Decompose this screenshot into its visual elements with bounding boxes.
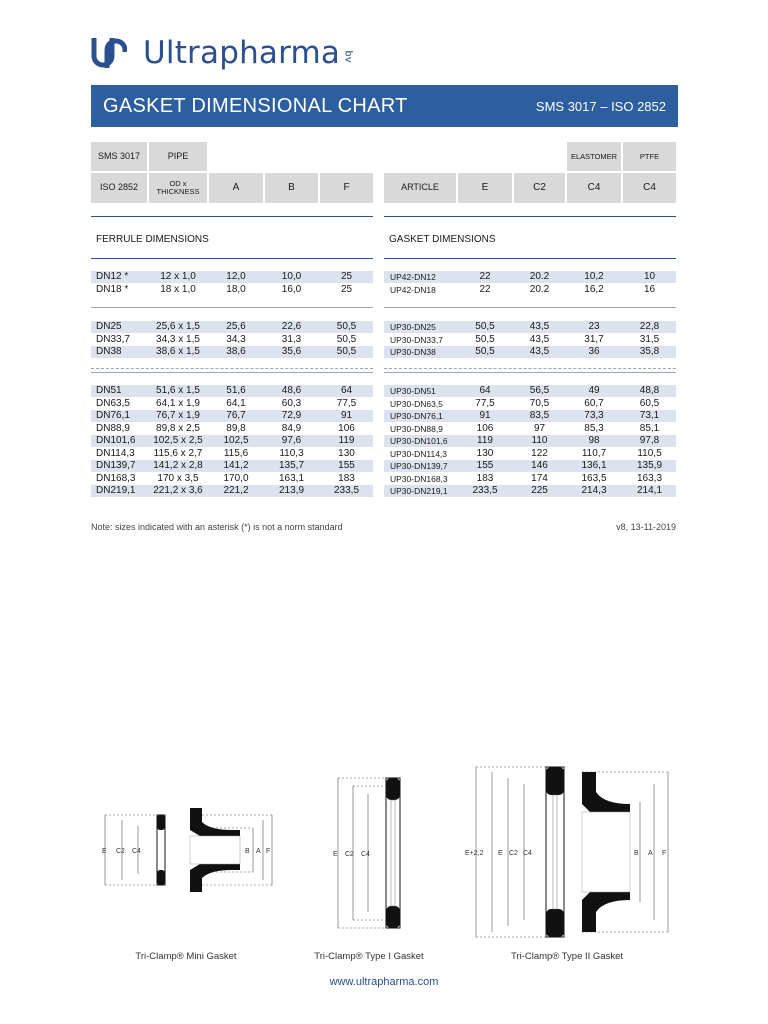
article-cell: UP30-DN76,1 xyxy=(390,411,443,421)
dn-cell: DN12 * xyxy=(96,271,129,282)
od-cell: 76,7 x 1,9 xyxy=(156,410,200,421)
article-cell: UP30-DN219,1 xyxy=(390,486,448,496)
b-cell: 213,9 xyxy=(278,485,305,496)
dn-cell: DN88,9 xyxy=(96,422,130,434)
a-cell: 141,2 xyxy=(223,460,249,471)
b-cell: 10,0 xyxy=(281,271,302,282)
c2-cell: 110 xyxy=(531,435,548,446)
article-cell: UP30-DN168,3 xyxy=(390,473,448,484)
a-cell: 38,6 xyxy=(226,346,246,357)
ferrule-row xyxy=(91,385,373,397)
a-cell: 34,3 xyxy=(226,333,246,345)
dim-label: C2 xyxy=(345,851,354,858)
gasket-row xyxy=(384,385,676,397)
c4-ptfe-cell: 163,3 xyxy=(636,472,663,484)
e-cell: 155 xyxy=(476,460,494,471)
header-pipe: PIPE xyxy=(149,142,207,171)
c4-ptfe-cell: 48,8 xyxy=(639,385,660,396)
brand-logo xyxy=(91,33,354,73)
f-cell: 155 xyxy=(338,460,355,471)
dn-cell: DN33,7 xyxy=(96,333,130,345)
c4-elastomer-cell: 214,3 xyxy=(581,485,607,496)
dn-cell: DN139,7 xyxy=(96,460,136,471)
a-cell: 12,0 xyxy=(226,271,246,282)
e-cell: 91 xyxy=(479,410,491,421)
od-cell: 115,6 x 2,7 xyxy=(153,447,203,459)
standards-label: SMS 3017 – ISO 2852 xyxy=(535,98,666,114)
f-cell: 106 xyxy=(338,422,355,434)
article-cell: UP30-DN88,9 xyxy=(390,423,443,434)
ferrule-row xyxy=(91,473,373,485)
c4-elastomer-cell: 136,1 xyxy=(581,460,607,471)
header-elastomer: ELASTOMER xyxy=(567,142,621,171)
dim-label: F xyxy=(266,848,271,855)
f-cell: 130 xyxy=(338,447,355,459)
c2-cell: 122 xyxy=(531,447,548,459)
dim-label: A xyxy=(256,848,261,855)
f-cell: 77,5 xyxy=(336,397,357,409)
dn-cell: DN18 * xyxy=(96,283,129,295)
article-cell: UP42-DN12 xyxy=(390,272,436,282)
dim-label: B xyxy=(634,850,639,857)
dim-label: B xyxy=(245,848,250,855)
gasket-row xyxy=(384,284,676,296)
dim-label: C4 xyxy=(132,848,141,855)
gasket-row xyxy=(384,321,676,333)
header-c4-ptfe: C4 xyxy=(623,173,676,203)
a-cell: 51,6 xyxy=(226,385,246,396)
header-c2: C2 xyxy=(514,173,565,203)
b-cell: 60,3 xyxy=(281,397,302,409)
b-cell: 16,0 xyxy=(281,283,302,295)
header-f: F xyxy=(320,173,373,203)
type2-gasket-drawing xyxy=(462,762,674,942)
gasket-row xyxy=(384,271,676,283)
gasket-row xyxy=(384,460,676,472)
c4-elastomer-cell: 31,7 xyxy=(584,333,604,345)
dim-label: E xyxy=(498,850,503,857)
e-cell: 130 xyxy=(476,447,494,459)
f-cell: 50,5 xyxy=(336,346,357,357)
f-cell: 183 xyxy=(338,472,355,484)
header-sms: SMS 3017 xyxy=(91,142,147,171)
od-cell: 170 x 3,5 xyxy=(157,472,199,484)
ferrule-row xyxy=(91,271,373,283)
b-cell: 35,6 xyxy=(281,346,302,357)
ferrule-row xyxy=(91,410,373,422)
c2-cell: 43,5 xyxy=(529,321,550,332)
article-cell: UP30-DN51 xyxy=(390,386,436,396)
c4-elastomer-cell: 36 xyxy=(588,346,600,357)
c4-elastomer-cell: 49 xyxy=(588,385,600,396)
a-cell: 102,5 xyxy=(223,435,249,446)
mini-gasket-caption: Tri-Clamp® Mini Gasket xyxy=(135,951,237,962)
od-cell: 64,1 x 1,9 xyxy=(156,397,200,409)
article-cell: UP30-DN139,7 xyxy=(390,461,448,471)
divider xyxy=(91,216,373,217)
b-cell: 48,6 xyxy=(281,385,302,396)
od-cell: 18 x 1,0 xyxy=(160,283,196,295)
b-cell: 22,6 xyxy=(281,321,302,332)
f-cell: 25 xyxy=(340,271,353,282)
dim-label: C2 xyxy=(116,848,125,855)
c4-elastomer-cell: 16,2 xyxy=(584,283,604,295)
header-a: A xyxy=(209,173,263,203)
c2-cell: 146 xyxy=(531,460,548,471)
f-cell: 50,5 xyxy=(336,333,357,345)
gasket-row xyxy=(384,410,676,422)
header-e: E xyxy=(458,173,512,203)
od-cell: 38,6 x 1,5 xyxy=(156,346,200,357)
brand-suffix: bv xyxy=(342,49,354,63)
dn-cell: DN38 xyxy=(96,346,122,357)
f-cell: 91 xyxy=(340,410,353,421)
version-label: v8, 13-11-2019 xyxy=(616,522,676,532)
article-cell: UP30-DN25 xyxy=(390,322,436,332)
type1-gasket-drawing xyxy=(328,768,418,938)
a-cell: 18,0 xyxy=(226,283,246,295)
dn-cell: DN114,3 xyxy=(96,447,135,459)
a-cell: 170,0 xyxy=(223,472,249,484)
ferrule-row xyxy=(91,485,373,497)
header-b: B xyxy=(265,173,318,203)
b-cell: 97,6 xyxy=(281,435,302,446)
c4-elastomer-cell: 110,7 xyxy=(581,447,607,459)
a-cell: 221,2 xyxy=(223,485,249,496)
article-cell: UP30-DN33,7 xyxy=(390,334,443,345)
c2-cell: 56,5 xyxy=(529,385,550,396)
c4-elastomer-cell: 98 xyxy=(588,435,600,446)
brand-name: Ultrapharma xyxy=(143,35,341,71)
ferrule-row xyxy=(91,321,373,333)
e-cell: 22 xyxy=(479,271,491,282)
ferrule-row xyxy=(91,435,373,447)
divider xyxy=(384,372,676,373)
divider xyxy=(384,216,676,217)
od-cell: 51,6 x 1,5 xyxy=(156,385,200,396)
header-iso: ISO 2852 xyxy=(91,173,147,203)
ferrule-row xyxy=(91,334,373,346)
e-cell: 77,5 xyxy=(475,397,495,409)
divider xyxy=(91,368,373,369)
gasket-row xyxy=(384,485,676,497)
dn-cell: DN76,1 xyxy=(96,410,130,421)
f-cell: 233,5 xyxy=(333,485,360,496)
e-cell: 50,5 xyxy=(475,333,495,345)
gasket-row xyxy=(384,473,676,485)
c4-ptfe-cell: 110,5 xyxy=(637,447,662,459)
c4-ptfe-cell: 16 xyxy=(643,283,656,295)
c2-cell: 83,5 xyxy=(529,410,550,421)
a-cell: 89,8 xyxy=(226,422,246,434)
divider xyxy=(91,372,373,373)
c4-ptfe-cell: 31,5 xyxy=(639,333,660,345)
b-cell: 84,9 xyxy=(281,422,302,434)
page-title: GASKET DIMENSIONAL CHART xyxy=(103,94,408,117)
up-logo-icon xyxy=(91,36,127,70)
dim-label: C2 xyxy=(509,850,518,857)
c4-ptfe-cell: 73,1 xyxy=(639,410,660,421)
c4-elastomer-cell: 10,2 xyxy=(584,271,604,282)
article-cell: UP42-DN18 xyxy=(390,284,436,295)
article-cell: UP30-DN38 xyxy=(390,347,436,357)
e-cell: 50,5 xyxy=(475,346,495,357)
c4-ptfe-cell: 60,5 xyxy=(639,397,660,409)
gasket-row xyxy=(384,334,676,346)
dim-label: A xyxy=(648,850,653,857)
c4-ptfe-cell: 35,8 xyxy=(639,346,660,357)
c4-ptfe-cell: 97,8 xyxy=(639,435,660,446)
gasket-section-label: GASKET DIMENSIONS xyxy=(389,234,496,245)
header-c4-elastomer: C4 xyxy=(567,173,621,203)
ferrule-row xyxy=(91,284,373,296)
od-cell: 34,3 x 1,5 xyxy=(156,333,200,345)
header-od-line2: THICKNESS xyxy=(156,187,200,196)
a-cell: 76,7 xyxy=(226,410,246,421)
b-cell: 135,7 xyxy=(278,460,305,471)
c4-ptfe-cell: 10 xyxy=(643,271,656,282)
b-cell: 110,3 xyxy=(279,447,304,459)
ferrule-row xyxy=(91,460,373,472)
header-ptfe: PTFE xyxy=(623,142,676,171)
gasket-row xyxy=(384,423,676,435)
b-cell: 163,1 xyxy=(278,472,305,484)
header-od-thickness xyxy=(149,173,207,203)
c4-elastomer-cell: 73,3 xyxy=(584,410,604,421)
c2-cell: 20.2 xyxy=(529,283,550,295)
c4-elastomer-cell: 163,5 xyxy=(581,472,607,484)
dim-label: F xyxy=(662,850,667,857)
divider xyxy=(384,368,676,369)
c4-ptfe-cell: 85,1 xyxy=(639,422,660,434)
c4-elastomer-cell: 85,3 xyxy=(584,422,604,434)
dn-cell: DN219,1 xyxy=(96,485,136,496)
c2-cell: 43,5 xyxy=(529,333,550,345)
c2-cell: 174 xyxy=(531,472,548,484)
ferrule-section-label: FERRULE DIMENSIONS xyxy=(96,234,209,245)
divider xyxy=(384,258,676,259)
article-cell: UP30-DN114,3 xyxy=(390,448,448,459)
e-cell: 50,5 xyxy=(475,321,495,332)
website-link[interactable]: www.ultrapharma.com xyxy=(329,976,439,988)
article-cell: UP30-DN63,5 xyxy=(390,398,443,409)
c4-ptfe-cell: 135,9 xyxy=(636,460,663,471)
od-cell: 141,2 x 2,8 xyxy=(153,460,203,471)
divider xyxy=(384,307,676,308)
dn-cell: DN51 xyxy=(96,385,122,396)
dim-label: E xyxy=(333,851,338,858)
f-cell: 64 xyxy=(340,385,353,396)
c4-elastomer-cell: 60,7 xyxy=(584,397,604,409)
c2-cell: 97 xyxy=(533,422,546,434)
od-cell: 89,8 x 2,5 xyxy=(156,422,200,434)
e-cell: 64 xyxy=(479,385,491,396)
ferrule-row xyxy=(91,448,373,460)
e-cell: 106 xyxy=(476,422,494,434)
f-cell: 50,5 xyxy=(336,321,357,332)
a-cell: 25,6 xyxy=(226,321,246,332)
dn-cell: DN25 xyxy=(96,321,122,332)
divider xyxy=(91,307,373,308)
gasket-row xyxy=(384,435,676,447)
dim-label: E xyxy=(102,848,107,855)
ferrule-row xyxy=(91,398,373,410)
f-cell: 25 xyxy=(340,283,353,295)
e-cell: 183 xyxy=(476,472,494,484)
dn-cell: DN101,6 xyxy=(96,435,136,446)
title-banner xyxy=(91,85,678,127)
b-cell: 31,3 xyxy=(281,333,302,345)
header-od-line1: OD x xyxy=(169,179,187,189)
od-cell: 25,6 x 1,5 xyxy=(156,321,200,332)
od-cell: 102,5 x 2,5 xyxy=(153,435,203,446)
od-cell: 12 x 1,0 xyxy=(160,271,196,282)
a-cell: 115,6 xyxy=(223,447,249,459)
header-article: ARTICLE xyxy=(384,173,456,203)
c4-ptfe-cell: 22,8 xyxy=(639,321,660,332)
e-cell: 22 xyxy=(479,283,491,295)
ferrule-row xyxy=(91,346,373,358)
mini-gasket-drawing xyxy=(100,800,275,895)
c2-cell: 225 xyxy=(531,485,548,496)
gasket-row xyxy=(384,346,676,358)
asterisk-note: Note: sizes indicated with an asterisk (*) is not a norm standard xyxy=(91,522,343,532)
c2-cell: 70,5 xyxy=(529,397,550,409)
dim-label: C4 xyxy=(361,851,370,858)
dim-label: C4 xyxy=(523,850,532,857)
c2-cell: 43,5 xyxy=(529,346,550,357)
dim-label: E+2,2 xyxy=(465,850,484,857)
f-cell: 119 xyxy=(338,435,355,446)
od-cell: 221,2 x 3,6 xyxy=(153,485,203,496)
e-cell: 233,5 xyxy=(472,485,498,496)
c2-cell: 20.2 xyxy=(529,271,550,282)
e-cell: 119 xyxy=(477,435,493,446)
divider xyxy=(91,258,373,259)
ferrule-row xyxy=(91,423,373,435)
dn-cell: DN168,3 xyxy=(96,472,136,484)
type2-gasket-caption: Tri-Clamp® Type II Gasket xyxy=(510,951,624,962)
gasket-row xyxy=(384,398,676,410)
type1-gasket-caption: Tri-Clamp® Type I Gasket xyxy=(314,951,424,962)
dn-cell: DN63,5 xyxy=(96,397,130,409)
article-cell: UP30-DN101,6 xyxy=(390,436,448,446)
b-cell: 72,9 xyxy=(281,410,302,421)
a-cell: 64,1 xyxy=(226,397,246,409)
gasket-row xyxy=(384,448,676,460)
c4-elastomer-cell: 23 xyxy=(588,321,600,332)
c4-ptfe-cell: 214,1 xyxy=(636,485,663,496)
